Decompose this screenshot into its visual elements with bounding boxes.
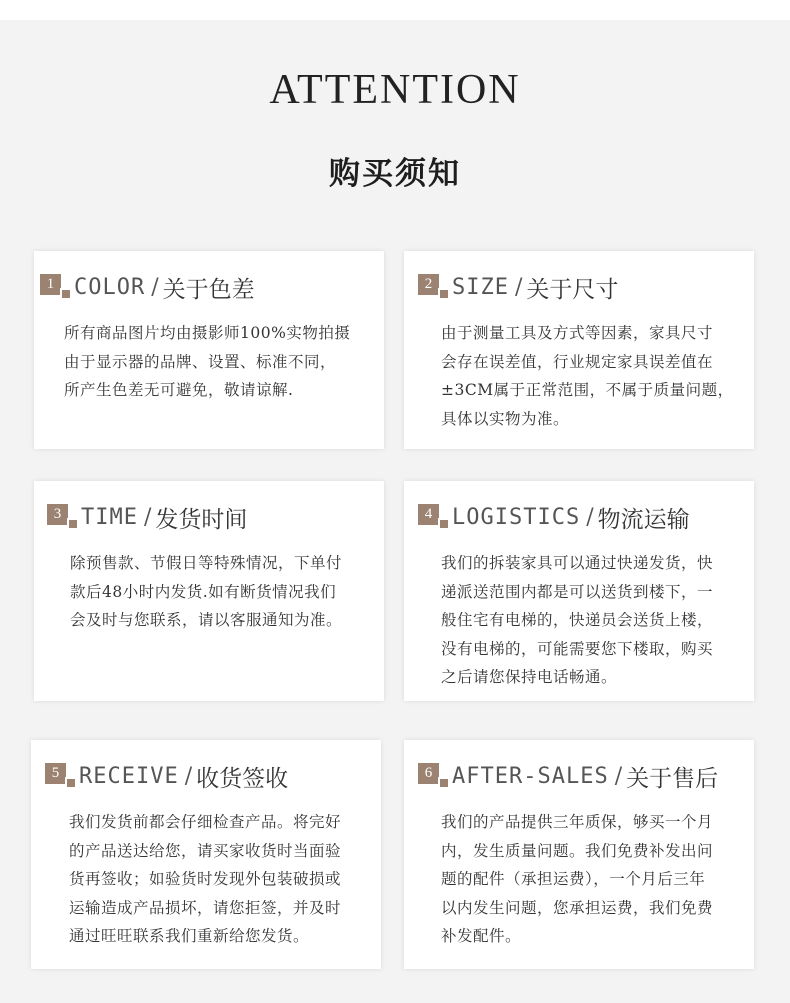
number-badge [418, 763, 444, 789]
card-title-zh: 关于尺寸 [526, 276, 619, 303]
card-text [70, 549, 342, 635]
card-text [441, 549, 713, 692]
number-label: 2 [418, 274, 439, 295]
text-line: 递派送范围内都是可以送货到楼下，一 [441, 582, 714, 601]
card-header [418, 271, 618, 303]
info-card-size [404, 251, 754, 449]
card-text [441, 808, 713, 951]
page-title: ATTENTION [269, 67, 521, 113]
text-line: 题的配件（承担运费），一个月后三年 [441, 870, 706, 888]
card-header [418, 501, 690, 533]
text-line: 之后请您保持电话畅通。 [441, 668, 618, 686]
card-header [45, 760, 288, 792]
card-text [64, 319, 350, 405]
text-line: 会及时与您联系，请以客服通知为准。 [70, 611, 343, 629]
card-title-en: AFTER-SALES [452, 763, 609, 789]
number-label: 4 [418, 504, 439, 525]
number-badge [40, 274, 66, 300]
page-subtitle: 购买须知 [329, 156, 461, 192]
number-label: 6 [418, 763, 439, 784]
text-line: 没有电梯的，可能需要您下楼取，购买 [441, 639, 714, 658]
number-badge [45, 763, 71, 789]
info-card-time [34, 481, 384, 701]
card-text [441, 319, 734, 433]
info-card-color [34, 251, 384, 449]
badge-square-icon [65, 777, 77, 789]
card-title-en: RECEIVE [79, 763, 179, 789]
text-line: 会存在误差值，行业规定家具误差值在 [441, 352, 714, 371]
card-header [418, 760, 718, 792]
text-line: 我们发货前都会仔细检查产品。将完好 [69, 813, 342, 831]
text-line: 我们的产品提供三年质保，够买一个月 [441, 813, 714, 831]
title-separator: / [514, 274, 523, 300]
text-line: 我们的拆装家具可以通过快递发货，快 [441, 554, 714, 572]
text-line: 由于显示器的品牌、设置、标准不同， [64, 352, 337, 371]
badge-square-icon [438, 777, 450, 789]
text-line: 货再签收；如验货时发现外包装破损或 [69, 870, 342, 888]
card-title-zh: 关于色差 [162, 276, 255, 303]
text-line: 具体以实物为准。 [441, 409, 570, 428]
text-line: 运输造成产品损坏，请您拒签，并及时 [69, 898, 342, 917]
card-title-zh: 物流运输 [597, 506, 690, 533]
badge-square-icon [438, 288, 450, 300]
card-title-en: SIZE [452, 274, 509, 300]
title-separator: / [143, 504, 152, 530]
number-badge [418, 274, 444, 300]
card-title-zh: 发货时间 [155, 506, 248, 533]
info-card-logistics [404, 481, 754, 701]
card-header [40, 271, 255, 303]
text-line: 所产生色差无可避免，敬请谅解. [64, 381, 294, 399]
number-badge [47, 504, 73, 530]
text-line: 通过旺旺联系我们重新给您发货。 [69, 927, 310, 945]
badge-square-icon [438, 518, 450, 530]
text-line: 的产品送达给您，请买家收货时当面验 [69, 841, 342, 860]
number-label: 5 [45, 763, 66, 784]
text-line: ±3CM属于正常范围，不属于质量问题， [441, 381, 734, 399]
card-title-zh: 收货签收 [196, 765, 289, 792]
number-badge [418, 504, 444, 530]
title-separator: / [586, 504, 594, 530]
card-header [47, 501, 247, 533]
badge-square-icon [60, 288, 72, 300]
number-label: 1 [40, 274, 61, 295]
card-title-en: LOGISTICS [452, 504, 581, 530]
card-text [69, 808, 341, 951]
title-separator: / [614, 763, 623, 789]
card-title-zh: 关于售后 [626, 765, 719, 792]
card-title-en: TIME [81, 504, 138, 530]
text-line: 所有商品图片均由摄影师100%实物拍摄 [64, 324, 351, 342]
text-line: 款后48小时内发货.如有断货情况我们 [70, 582, 337, 601]
number-label: 3 [47, 504, 68, 525]
info-card-receive [31, 740, 381, 969]
text-line: 内，发生质量问题。我们免费补发出问 [441, 841, 714, 860]
info-card-after-sales [404, 740, 754, 969]
text-line: 以内发生问题，您承担运费，我们免费 [441, 898, 714, 917]
text-line: 般住宅有电梯的，快递员会送货上楼， [441, 611, 714, 629]
text-line: 补发配件。 [441, 927, 522, 945]
badge-square-icon [67, 518, 79, 530]
text-line: 除预售款、节假日等特殊情况，下单付 [70, 554, 343, 572]
text-line: 由于测量工具及方式等因素，家具尺寸 [441, 324, 714, 342]
title-separator: / [184, 763, 193, 789]
card-title-en: COLOR [74, 274, 146, 300]
title-separator: / [151, 274, 159, 300]
